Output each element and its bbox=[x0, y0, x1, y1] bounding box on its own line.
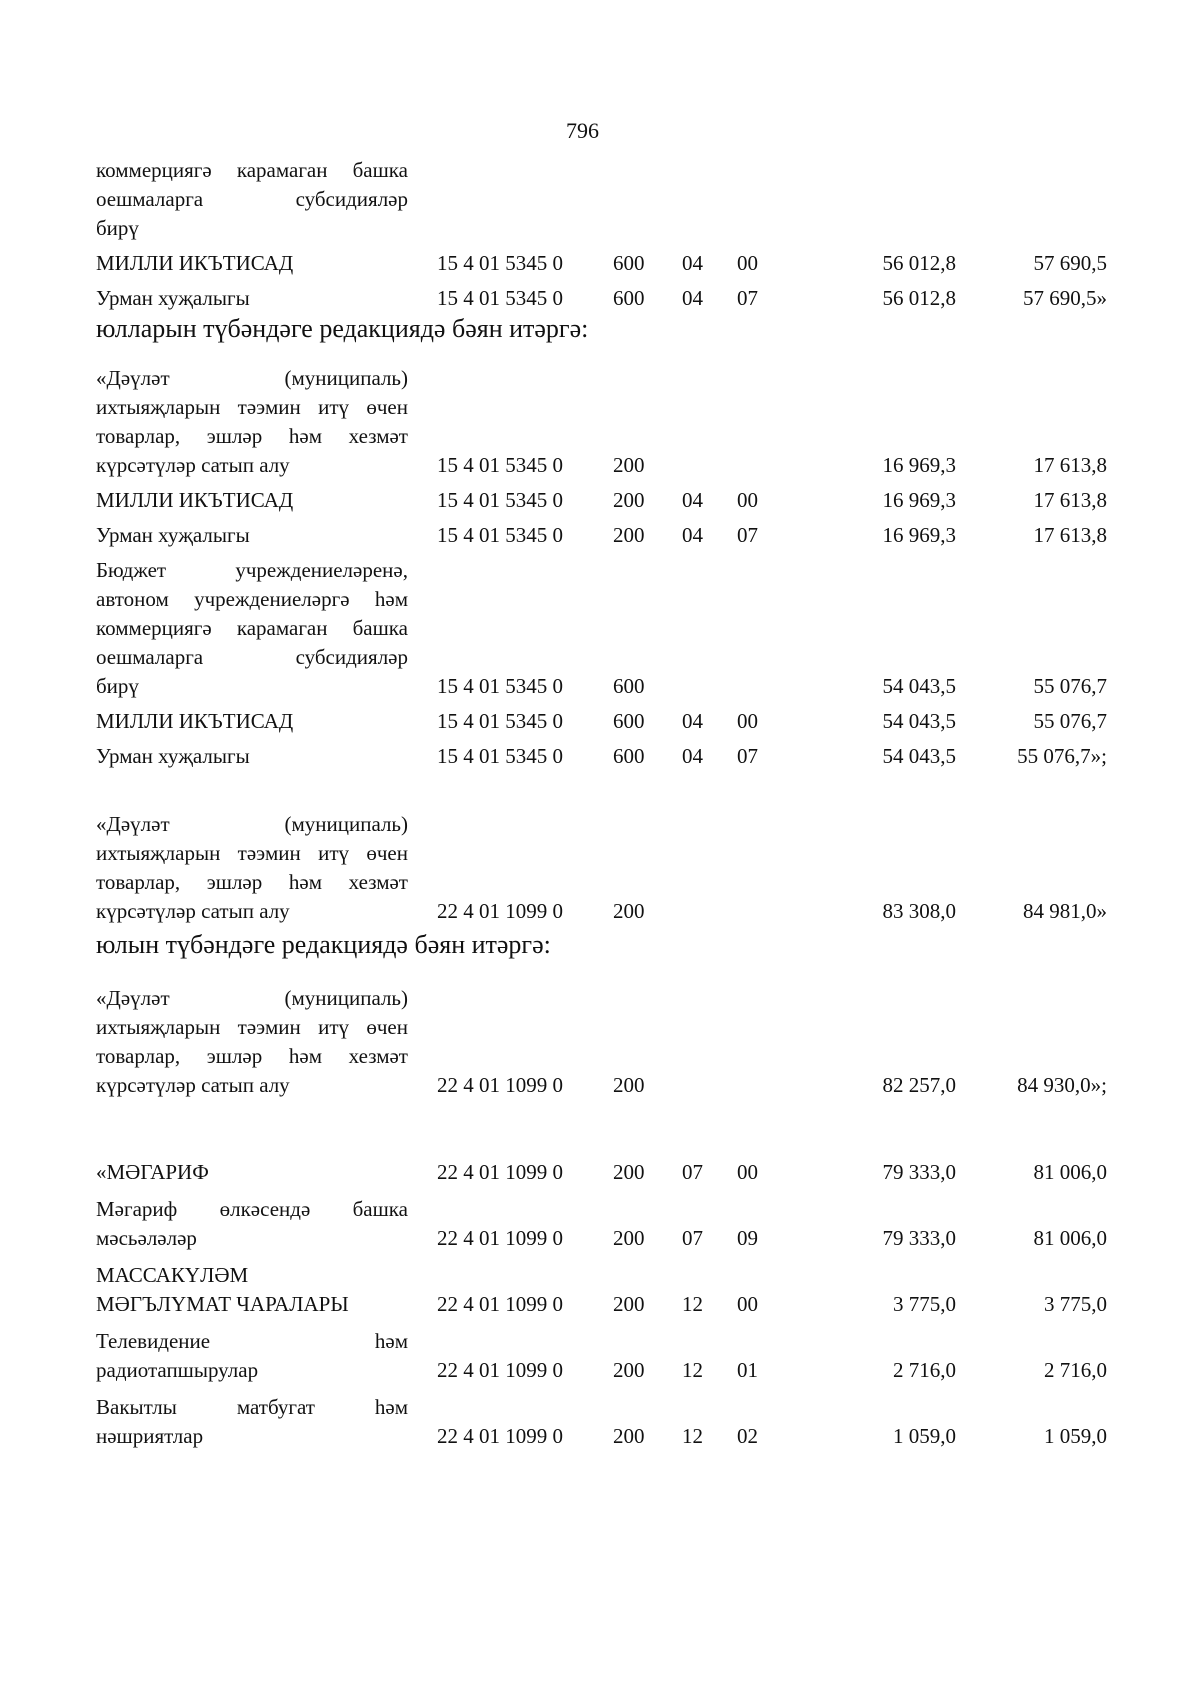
table-row bbox=[96, 984, 1107, 1100]
subsection-column: 01 bbox=[737, 1358, 758, 1382]
row-name-line: МӘГЪЛҮМАТ ЧАРАЛАРЫ bbox=[96, 1292, 349, 1316]
table-row bbox=[96, 742, 1107, 771]
row-name-line: МАССАКҮЛӘМ bbox=[96, 1263, 249, 1287]
row-name-line: күрсәтүләр сатып алу bbox=[96, 453, 290, 477]
expense-type-column: 200 bbox=[613, 1424, 645, 1448]
table-row bbox=[96, 486, 1107, 515]
row-name bbox=[96, 156, 1096, 243]
table-section bbox=[96, 364, 1107, 771]
code-column: 22 4 01 1099 0 bbox=[437, 1358, 563, 1382]
row-name-line: оешмаларга субсидияләр bbox=[96, 645, 408, 669]
amount-year2: 1 059,0 bbox=[1044, 1424, 1107, 1448]
amount-year1: 54 043,5 bbox=[882, 744, 956, 768]
amount-year2: 55 076,7»; bbox=[1017, 744, 1107, 768]
row-name-line: оешмаларга субсидияләр bbox=[96, 187, 408, 211]
row-name-line: ихтыяҗларын тәэмин итү өчен bbox=[96, 395, 408, 419]
section-column: 04 bbox=[682, 488, 703, 512]
subsection-column: 00 bbox=[737, 709, 758, 733]
section-column: 07 bbox=[682, 1160, 703, 1184]
row-name-line: мәсьәләләр bbox=[96, 1226, 197, 1250]
amount-year1: 16 969,3 bbox=[882, 453, 956, 477]
amount-year1: 16 969,3 bbox=[882, 523, 956, 547]
row-name-line: автоном учреждениеләргә һәм bbox=[96, 587, 408, 611]
table-section bbox=[96, 810, 1107, 926]
section-column: 04 bbox=[682, 744, 703, 768]
section-column: 12 bbox=[682, 1292, 703, 1316]
row-name-line: бирү bbox=[96, 216, 139, 240]
row-name-line: МИЛЛИ ИКЪТИСАД bbox=[96, 251, 294, 275]
amount-year1: 79 333,0 bbox=[882, 1160, 956, 1184]
section-column: 04 bbox=[682, 709, 703, 733]
expense-type-column: 600 bbox=[613, 674, 645, 698]
table-row bbox=[96, 1195, 1107, 1253]
subsection-column: 00 bbox=[737, 251, 758, 275]
page-number: 796 bbox=[566, 118, 599, 143]
code-column: 22 4 01 1099 0 bbox=[437, 1292, 563, 1316]
row-name-line: товарлар, эшләр һәм хезмәт bbox=[96, 1044, 408, 1068]
amount-year1: 79 333,0 bbox=[882, 1226, 956, 1250]
expense-type-column: 200 bbox=[613, 1292, 645, 1316]
code-column: 15 4 01 5345 0 bbox=[437, 523, 563, 547]
amount-year2: 81 006,0 bbox=[1033, 1160, 1107, 1184]
code-column: 15 4 01 5345 0 bbox=[437, 744, 563, 768]
code-column: 15 4 01 5345 0 bbox=[437, 251, 563, 275]
amount-year2: 84 981,0» bbox=[1023, 899, 1107, 923]
table-row bbox=[96, 707, 1107, 736]
row-name-line: күрсәтүләр сатып алу bbox=[96, 899, 290, 923]
code-column: 22 4 01 1099 0 bbox=[437, 1160, 563, 1184]
subsection-column: 07 bbox=[737, 744, 758, 768]
amount-year2: 81 006,0 bbox=[1033, 1226, 1107, 1250]
section-column: 04 bbox=[682, 286, 703, 310]
expense-type-column: 200 bbox=[613, 1160, 645, 1184]
row-name-line: «МӘГАРИФ bbox=[96, 1160, 209, 1184]
amount-year1: 54 043,5 bbox=[882, 709, 956, 733]
expense-type-column: 600 bbox=[613, 251, 645, 275]
code-column: 22 4 01 1099 0 bbox=[437, 1226, 563, 1250]
code-column: 22 4 01 1099 0 bbox=[437, 1424, 563, 1448]
row-name-line: Бюджет учреждениеләренә, bbox=[96, 558, 408, 582]
row-name-line: бирү bbox=[96, 674, 139, 698]
amount-year1: 1 059,0 bbox=[893, 1424, 956, 1448]
amount-year2: 57 690,5 bbox=[1033, 251, 1107, 275]
code-column: 15 4 01 5345 0 bbox=[437, 453, 563, 477]
amount-year1: 83 308,0 bbox=[882, 899, 956, 923]
subsection-column: 09 bbox=[737, 1226, 758, 1250]
subsection-column: 00 bbox=[737, 488, 758, 512]
subsection-column: 07 bbox=[737, 523, 758, 547]
table-section bbox=[96, 1158, 1107, 1451]
row-name-line: Урман хуҗалыгы bbox=[96, 523, 250, 547]
amount-year2: 55 076,7 bbox=[1033, 674, 1107, 698]
code-column: 15 4 01 5345 0 bbox=[437, 286, 563, 310]
row-name-line: МИЛЛИ ИКЪТИСАД bbox=[96, 488, 294, 512]
expense-type-column: 200 bbox=[613, 1358, 645, 1382]
amount-year2: 84 930,0»; bbox=[1017, 1073, 1107, 1097]
amount-year2: 57 690,5» bbox=[1023, 286, 1107, 310]
row-name-line: товарлар, эшләр һәм хезмәт bbox=[96, 870, 408, 894]
table-row bbox=[96, 284, 1107, 313]
code-column: 15 4 01 5345 0 bbox=[437, 488, 563, 512]
section-column: 12 bbox=[682, 1358, 703, 1382]
expense-type-column: 200 bbox=[613, 453, 645, 477]
amount-year1: 54 043,5 bbox=[882, 674, 956, 698]
expense-type-column: 200 bbox=[613, 1073, 645, 1097]
code-column: 22 4 01 1099 0 bbox=[437, 1073, 563, 1097]
amount-year2: 17 613,8 bbox=[1033, 453, 1107, 477]
amount-year1: 56 012,8 bbox=[882, 251, 956, 275]
row-name-line: радиотапшырулар bbox=[96, 1358, 259, 1382]
row-name-line: «Дәүләт (муниципаль) bbox=[96, 366, 408, 390]
table-section bbox=[96, 984, 1107, 1100]
code-column: 15 4 01 5345 0 bbox=[437, 674, 563, 698]
row-name-line: МИЛЛИ ИКЪТИСАД bbox=[96, 709, 294, 733]
row-name-line: күрсәтүләр сатып алу bbox=[96, 1073, 290, 1097]
expense-type-column: 200 bbox=[613, 523, 645, 547]
subsection-column: 07 bbox=[737, 286, 758, 310]
row-name-line: коммерциягә карамаган башка bbox=[96, 158, 408, 182]
row-name-line: коммерциягә карамаган башка bbox=[96, 616, 408, 640]
table-row bbox=[96, 556, 1107, 701]
row-name-line: Мәгариф өлкәсендә башка bbox=[96, 1197, 408, 1221]
table-row bbox=[96, 1261, 1107, 1319]
expense-type-column: 600 bbox=[613, 286, 645, 310]
row-name-line: ихтыяҗларын тәэмин итү өчен bbox=[96, 841, 408, 865]
row-name-line: Телевидение һәм bbox=[96, 1329, 408, 1353]
table-row bbox=[96, 156, 1096, 243]
expense-type-column: 200 bbox=[613, 488, 645, 512]
amount-year1: 3 775,0 bbox=[893, 1292, 956, 1316]
expense-type-column: 200 bbox=[613, 1226, 645, 1250]
expense-type-column: 200 bbox=[613, 899, 645, 923]
amount-year1: 82 257,0 bbox=[882, 1073, 956, 1097]
row-name-line: Урман хуҗалыгы bbox=[96, 744, 250, 768]
amount-year2: 17 613,8 bbox=[1033, 488, 1107, 512]
table-row bbox=[96, 1327, 1107, 1385]
table-row bbox=[96, 1158, 1107, 1187]
amount-year1: 2 716,0 bbox=[893, 1358, 956, 1382]
row-name-line: нәшриятлар bbox=[96, 1424, 204, 1448]
row-name-line: «Дәүләт (муниципаль) bbox=[96, 812, 408, 836]
expense-type-column: 600 bbox=[613, 744, 645, 768]
table-row bbox=[96, 810, 1107, 926]
table-row bbox=[96, 521, 1107, 550]
subsection-column: 00 bbox=[737, 1292, 758, 1316]
row-name-line: товарлар, эшләр һәм хезмәт bbox=[96, 424, 408, 448]
table-row bbox=[96, 364, 1107, 480]
table-row bbox=[96, 1393, 1107, 1451]
code-column: 22 4 01 1099 0 bbox=[437, 899, 563, 923]
instruction-heading: юлын түбәндәге редакциядә бәян итәргә: bbox=[96, 930, 551, 959]
instruction-heading: юлларын түбәндәге редакциядә бәян итәргә: bbox=[96, 314, 589, 343]
subsection-column: 02 bbox=[737, 1424, 758, 1448]
section-column: 04 bbox=[682, 523, 703, 547]
amount-year2: 3 775,0 bbox=[1044, 1292, 1107, 1316]
row-name-line: ихтыяҗларын тәэмин итү өчен bbox=[96, 1015, 408, 1039]
section-column: 12 bbox=[682, 1424, 703, 1448]
amount-year1: 56 012,8 bbox=[882, 286, 956, 310]
row-name-line: Урман хуҗалыгы bbox=[96, 286, 250, 310]
amount-year2: 17 613,8 bbox=[1033, 523, 1107, 547]
code-column: 15 4 01 5345 0 bbox=[437, 709, 563, 733]
table-section bbox=[96, 156, 1107, 313]
amount-year2: 55 076,7 bbox=[1033, 709, 1107, 733]
expense-type-column: 600 bbox=[613, 709, 645, 733]
section-column: 04 bbox=[682, 251, 703, 275]
row-name-line: Вакытлы матбугат һәм bbox=[96, 1395, 408, 1419]
section-column: 07 bbox=[682, 1226, 703, 1250]
amount-year1: 16 969,3 bbox=[882, 488, 956, 512]
subsection-column: 00 bbox=[737, 1160, 758, 1184]
table-row bbox=[96, 249, 1107, 278]
amount-year2: 2 716,0 bbox=[1044, 1358, 1107, 1382]
row-name-line: «Дәүләт (муниципаль) bbox=[96, 986, 408, 1010]
